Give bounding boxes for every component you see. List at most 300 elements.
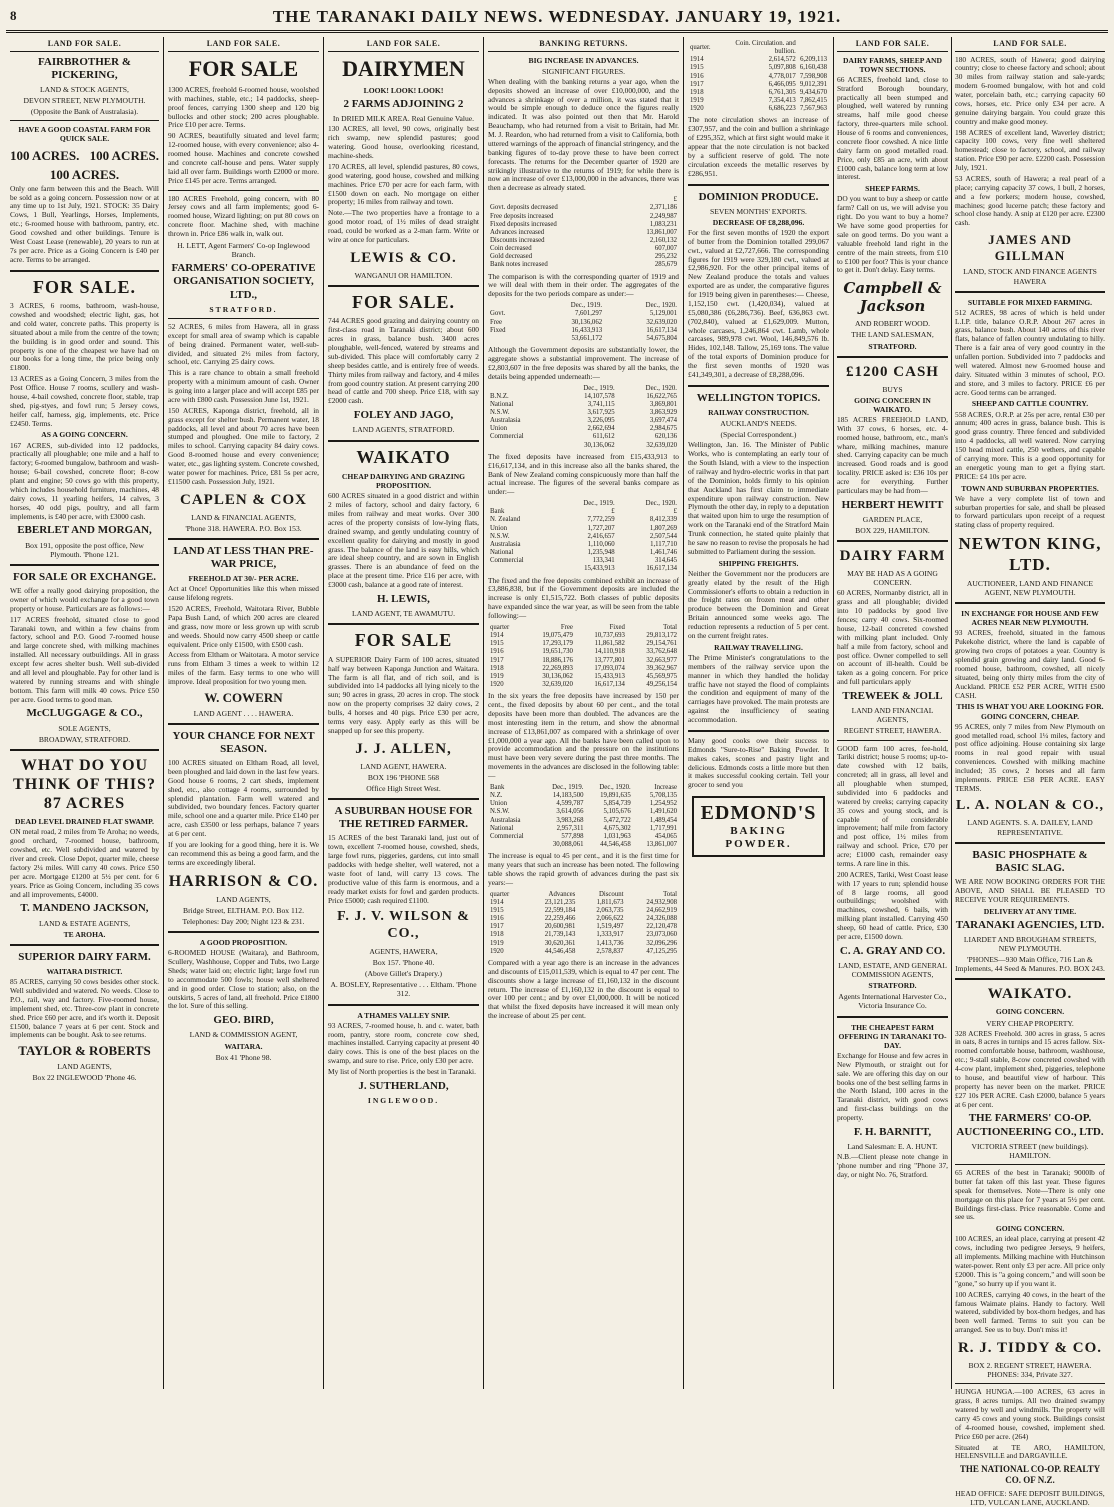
table-cell: 2,416,657 [587, 532, 615, 540]
table-header-cell: Increase [654, 783, 677, 791]
table-cell: 314,645 [654, 557, 677, 565]
table-cell: N.Z. [490, 792, 503, 800]
table-cell: Coin decreased [490, 245, 532, 253]
agent-address: Box 22 INGLEWOOD 'Phone 46. [32, 1072, 137, 1082]
agent-town: INGLEWOOD. [367, 1096, 440, 1106]
agent-name: L. A. NOLAN & CO., [956, 797, 1104, 813]
agent-name: McCLUGGAGE & CO., [26, 707, 143, 720]
table-row [488, 907, 679, 915]
ad-body: 13 ACRES as a Going Concern, 3 miles from the Post Office. House 7 rooms, scullery and wash-house, 4-bail cowshed, concrete floor, stable, trap shed, pig-styes, and fowl run; 5 Jersey cows, heifer calf, harness, gig, implements, etc. Price £2450. Terms. [10, 374, 159, 428]
ad-body: 3 ACRES, 6 rooms, bathroom, wash-house, cowshed and woodshed; electric light, gas, hot and cold water, concrete paths. This property is situated about a mile from the centre of the town; the building is in good order and sound. This property is one of the cheapest we have had on our books for a long time, the price being only £1800. [10, 301, 159, 373]
ad-subheading: GOING CONCERN IN WAIKATO. [854, 395, 931, 414]
article-paragraph: When dealing with the banking returns a year ago, when the deposits showed an increase of over £10,000,000, and the advances a shrinkage of over a million, it was stated that it would be simple enough to deduce once the figures really indicated. It was also pointed out then that Mr. Harold Beauchamp, who had returned from a visit to Britain, had Mr. M. J. Reardon, who had returned from a visit to California, both uttered warnings of the approach of financial stringency, and the banking figures of to-day prove these to have been correct forecasts. The returns for the December quarter of 1920 are strikingly illustrative to the returns of 1919; for while there is now an increase of over £13,000,000 in the advances, there was then a decrease as already stated. [488, 76, 679, 193]
table-header-cell: quarter [490, 623, 510, 631]
ad-body: This is a rare chance to obtain a small freehold property with a minimum amount of cash. Owner is going into a larger place and will accept £85 per acre with £800 cash. Possession June 1st, 1921. [168, 368, 319, 404]
ad-body: 65 ACRES of the best in Taranaki; 9000lb of butter fat taken off this last year. These figures speak for themselves. Note—There is only one mortgage on this place for 7 years at 5½ per cent. Buildings first-class. Price reasonable. Come and see us. [955, 1168, 1105, 1222]
table-cell: Commercial [490, 557, 524, 565]
article-title: BANKING RETURNS. [488, 37, 679, 52]
article-paragraph: The increase is equal to 45 per cent., and it is the first time for many years that such an increase has been noted. The following table shows the rapid growth of advances during the past six years:— [488, 851, 679, 887]
table-row [488, 673, 679, 681]
table-row [488, 915, 679, 923]
column-4-banking-article [484, 37, 684, 1389]
table-cell: 1918 [690, 88, 704, 96]
ad-body: 52 ACRES, 6 miles from Hawera, all in grass except for small area of swamp which is capable of being drained. Permanent water, well-sub-divided, and situated 2½ miles from factory, school, etc. Carrying 25 dairy cows. [168, 321, 319, 367]
table-row [488, 335, 679, 343]
agent-name: GEO. BIRD, [213, 1014, 274, 1027]
table-cell: 2,249,987 [649, 212, 677, 220]
agent-name: FOLEY AND JAGO, [353, 409, 454, 422]
table-header-cell: Dec., 1919. [552, 783, 584, 791]
table-cell: 32,639,020 [646, 318, 677, 326]
ad-heading: SUITABLE FOR MIXED FARMING. [967, 297, 1093, 307]
table-cell: 6,160,438 [799, 64, 827, 72]
ad-body: 95 ACRES, only 7 miles from New Plymouth on good metalled road, school 1¼ miles, factory and post office adjoining. House containing six large rooms in real good repair with usual conveniences. Cowshed with milking machine included; 35 cows, 2 horses and all farm implements. PRICE £58 PER ACRE. EASY TERMS. [955, 721, 1105, 793]
agent-subtitle: SOLE AGENTS, [58, 723, 111, 733]
table-cell: 6,761,305 [768, 88, 796, 96]
table-cell: 1,489,454 [649, 816, 677, 824]
table-row [488, 665, 679, 673]
ad-heading: BASIC PHOSPHATE & BASIC SLAG. [972, 848, 1088, 874]
agent-subtitle: LAND & FINANCIAL AGENTS, [191, 512, 296, 522]
table-header-row [488, 624, 679, 632]
table-header-cell: Discount [598, 890, 624, 898]
agent-address: HEAD OFFICE: SAFE DEPOSIT BUILDINGS, LTD, VULCAN LANE, AUCKLAND. [955, 1488, 1105, 1507]
ad-heading: FOR SALE [188, 55, 299, 81]
figures-table [488, 500, 679, 573]
table-cell: 16,617,134 [594, 681, 625, 688]
article-title: DOMINION PRODUCE. [698, 190, 819, 203]
table-row [488, 648, 679, 656]
agent-office: Office High Street West. [366, 783, 441, 793]
ad-heading: A THAMES VALLEY SNIP. [357, 1010, 450, 1020]
table-cell: 2,957,311 [556, 824, 584, 832]
agent-subtitle: LAND & ESTATE AGENTS, [39, 918, 130, 928]
table-header-cell: Total [663, 623, 677, 631]
table-cell: 30,620,361 [544, 939, 576, 947]
table-cell: N.S.W. [490, 808, 510, 816]
table-row [488, 245, 679, 253]
table-cell: 295,232 [654, 253, 677, 261]
table-row [488, 948, 679, 956]
agent-town: TE AROHA. [63, 929, 106, 939]
ad-subheading: WAITARA DISTRICT. [46, 967, 123, 977]
table-cell: 1920 [690, 105, 704, 113]
ad-heading: WHAT DO YOU THINK OF THIS? 87 ACRES [13, 756, 156, 813]
table-cell: Free deposits increased [490, 212, 554, 220]
table-cell: 7,567,963 [799, 105, 827, 113]
table-cell: 3,983,268 [556, 816, 584, 824]
agent-subtitle: LAND, STOCK AND FINANCE AGENTS HAWERA [963, 267, 1097, 286]
article-paragraph: Although the Government deposits are substantially lower, the aggregate shows a substantial improvement. The increase of £2,803,607 in the free deposits was shared by all the banks, the details being appended underneath:— [488, 345, 679, 381]
newspaper-title: THE TARANAKI DAILY NEWS. WEDNESDAY. JANUARY 19, 1921. [272, 7, 842, 26]
ad-body: 744 ACRES good grazing and dairying country on first-class road in Taranaki district; about 600 acres in grass, balance bush. 3400 acres ploughable, well-fenced, watered by streams and sub-divided. This place will comfortably carry 2 sheep besides cattle, and is entirely free of weeds. Thirty miles from railway and factory, and 4 miles from good country station. At present carrying 200 head of cattle and 700 sheep. Price £18, with say £2000 cash. [328, 316, 479, 406]
table-cell: 5,472,722 [603, 816, 631, 824]
agent-town: WAITARA. [224, 1041, 263, 1051]
table-cell: 16,433,913 [571, 326, 603, 334]
table-header-cell: Dec., 1919. [570, 302, 603, 310]
ad-body: 180 ACRES Freehold, going concern, with 80 Jersey cows and all farm implements; good 6-roomed house, Wizard lighting; on put 80 cows on concrete floor. Machine shed, with machine thrown in. Price £86 walk in, walk out. [168, 193, 319, 239]
column-heading: LAND FOR SALE. [10, 37, 159, 52]
table-cell: 1,254,952 [649, 800, 677, 808]
table-header-cell [488, 302, 529, 310]
table-cell: 3,226,095 [587, 417, 615, 425]
table-cell: 1915 [490, 640, 504, 648]
table-cell: 9,434,670 [799, 88, 827, 96]
table-cell: Fixed deposits increased [490, 220, 557, 228]
table-cell: 15,433,913 [594, 672, 625, 680]
ad-heading: FOR SALE [354, 630, 453, 651]
table-cell: 30,136,062 [542, 672, 573, 680]
article-subtitle: AUCKLAND'S NEEDS. [720, 419, 797, 429]
table-header-row [488, 196, 679, 204]
ad-body: 15 ACRES of the best Taranaki land, just out of town, excellent 7-roomed house, cowshed, sheds, large fowl runs, piggeries, gardens, cut into small paddocks with hedge shelter, well watered, not a waste foot of land, will carry 13 cows. The productive value of this farm is enormous, and a ready market exists for fowl and garden products. Price £5000; cash required £1100. [328, 833, 479, 905]
table-cell: N.S.W. [490, 408, 510, 416]
ad-body: HUNGA HUNGA.—100 ACRES, 63 acres in grass, 8 acres turnips. All two drained swampy watered by well and windmills. The property will carry 45 cows and young stock. Buildings consist of 4-roomed house, cowshed, implement shed. Price £60 per acre. (264) [955, 1387, 1105, 1441]
table-cell: Commercial [490, 832, 524, 840]
article-paragraph: Neither the Government nor the producers are greatly elated by the result of the High Commissioner's efforts to obtain a reduction in the freight rates on frozen meat and other produce between the Dominion and Great Britain announced some weeks ago. The reduction represents a reduction of 5 per cent. on the current freight rates. [688, 568, 829, 640]
column-heading: LAND FOR SALE. [328, 37, 479, 52]
ad-subheading: LOOK! LOOK! LOOK! [363, 85, 444, 95]
table-cell: 3,617,925 [587, 408, 615, 416]
ad-body: If you are looking for a good thing, here it is. We can recommend this as being a good farm, and the terms are exceedingly liberal. [168, 839, 319, 867]
ad-body: 180 ACRES, south of Hawera; good dairying country; close to cheese factory and school; about 30 miles from railway station and sale-yards; modern 6-roomed bungalow, with hot and cold water, porcelain bath, etc.; carrying capacity 60 cows, horses, etc. Price only £34 per acre. A genuine dairying bargain. You could graze this country and make good money. [955, 54, 1105, 126]
masthead [6, 4, 1108, 33]
table-cell: 45,569,975 [646, 672, 677, 680]
table-row [488, 516, 679, 524]
ad-subheading: GOING CONCERN. [995, 1007, 1065, 1017]
article-subtitle: SIGNIFICANT FIGURES. [542, 66, 625, 76]
table-cell: 17,293,179 [542, 640, 573, 648]
table-cell: 133,341 [592, 557, 615, 565]
table-cell: 285,679 [654, 261, 677, 269]
ad-body: 100 ACRES, an ideal place, carrying at present 42 cows, including two pedigree Jerseys, 9 heifers, all implements. Milking machine with Hutchinson water-power. Rent only £3 per acre. All price only £2000. This is "a going concern," and will soon be "gone," so hurry up if you want it. [955, 1234, 1105, 1288]
table-cell: 1,235,948 [587, 549, 615, 557]
table-cell: 13,861,007 [646, 841, 677, 848]
table-header-cell: Dec., 1920. [645, 302, 677, 310]
agent-name: R. J. TIDDY & CO. [957, 1340, 1103, 1357]
table-cell: 17,093,074 [594, 664, 625, 672]
table-header-cell [488, 196, 617, 204]
table-row [488, 253, 679, 261]
table-cell: 1918 [490, 931, 504, 939]
table-cell: 611,612 [592, 433, 615, 441]
table-cell: 24,326,088 [646, 915, 677, 923]
agent-phone: Telephones: Day 200; Night 123 & 231. [182, 916, 305, 926]
table-row [688, 105, 829, 113]
table-row [488, 833, 679, 841]
ad-body: 170 ACRES, all level, splendid pastures, 80 cows, good watering, good house, cowshed and milking machines. Price £70 per acre for each farm, with £1500 down on each. No mortgage on either property; 16 miles from railway and town. [328, 161, 479, 207]
table-cell: 1,333,917 [596, 931, 624, 939]
ad-body: DO you want to buy a sheep or cattle farm? Call on us, we will advise you right. Do you want to buy a home? We have some good properties for sale on good terms. Do you want a valuable freehold land right in the centre of the main streets, from £10 to £100 per foot? This is your chance to get it. Don't delay. Easy terms. [837, 194, 948, 275]
ad-body: 558 ACRES, O.R.P. at 25s per acre, rental £30 per annum; 400 acres in grass, balance bush. This is good grass country. Three fenced and subdivided into 4 paddocks, all well watered. Now carrying 150 head mixed cattle, 250 wethers, and capable of carrying more. This is a good opportunity for an energetic young man to get a flying start. PRICE: £4 10s per acre. [955, 409, 1105, 481]
article-paragraph: In the six years the free deposits have increased by 150 per cent., the fixed deposits by about 60 per cent., and the total deposits have been more than doubled. The advances are the most interesting item in the return, and show the abnormal increase of £13,861,007 as compared with a shrinkage of over £1,000,000 a year ago. All the banks have been called upon to provide accommodation and the pressure on the institutions must have been very severe during the past three months. The movements in the advances are disclosed in the following table:— [488, 691, 679, 781]
table-row [488, 525, 679, 533]
table-header-row [488, 784, 679, 792]
agent-name: W. COWERN [204, 689, 283, 705]
table-cell: 2,614,572 [768, 56, 796, 64]
table-cell: 1,807,269 [649, 524, 677, 532]
table-cell: Commercial [490, 433, 524, 441]
ad-body: 53 ACRES, south of Hawera; a real pearl of a place; carrying capacity 37 cows, 1 bull, 2 horses, and a few porkers; modern house, cowshed, machines; good lucerne patch; these factory and school close handy. A snip at £120 per acre. £2300 cash. [955, 173, 1105, 228]
ad-subheading: TOWN AND SUBURBAN PROPERTIES. [961, 483, 1099, 493]
table-cell: Bank notes increased [490, 261, 548, 269]
table-row [488, 310, 679, 318]
edmonds-advert [692, 796, 825, 856]
table-row [488, 825, 679, 833]
table-cell: 2,063,735 [596, 906, 624, 914]
column-6b [952, 37, 1108, 1507]
article-paragraph: The note circulation shows an increase of £307,957, and the coin and bullion a shrinkage of £295,352, which at first sight would make it appear that the note circulation is not backed by a sufficient reserve of gold. The note circulation exceeds the metallic reserves by £286,951. [688, 115, 829, 178]
ad-heading: THE CHEAPEST FARM OFFERING IN TARANAKI TO-DAY. [838, 1022, 947, 1050]
acres-label: 100 ACRES. [49, 167, 120, 183]
ad-heading: FOR SALE. [351, 291, 456, 312]
table-cell: 1917 [490, 923, 504, 931]
table-cell: 39,362,967 [646, 664, 677, 672]
agent-name: FAIRBROTHER & PICKERING, [38, 55, 131, 81]
agent-name: NEWTON KING, LTD. [958, 534, 1102, 574]
ad-body: Note.—The two properties have a frontage to a good motor road, of 1½ miles of dead straight road, could be worked as a 2-man farm. Write or wire at once for particulars. [328, 208, 479, 244]
table-cell: 2,984,675 [649, 425, 677, 433]
table-cell: 7,862,415 [799, 97, 827, 105]
table-cell: N. Zealand [490, 516, 521, 524]
ad-heading: IN EXCHANGE FOR HOUSE AND FEW ACRES NEAR NEW PLYMOUTH. [961, 609, 1099, 628]
ad-body: 328 ACRES Freehold. 300 acres in grass, 5 acres in oats, 8 acres in turnips and 15 acres fallow. Six-roomed comfortable house, bathroom, washhouse, etc.; 9-stall stable, 8-cow concreted cowshed with 4-cow plant, implement shed, piggeries, telephone to house, and beautiful view of harbour. This property has never been on the market. PRICE £27 10s PER ACRE. Cash £2000, balance 5 years at 6 per cent. [955, 1028, 1105, 1109]
table-cell: 49,256,154 [646, 681, 677, 688]
table-cell: 1,717,991 [649, 824, 677, 832]
table-cell: Union [490, 425, 507, 433]
ad-body: ON metal road, 2 miles from Te Aroha; no weeds, good orchard, 7-roomed house, bathroom, cowshed, etc. Well subdivided and watered by river and creek. Close Depot, quarter mile, cheese factory 2¼ miles. Will carry 40 cows. Price £50 per acre. Mortgage £1200 at 5½ per cent. for 6 years. Price as Going Concern, including 35 cows and all improvements, £4000. [10, 827, 159, 899]
ad-body: We have a very complete list of town and suburban properties for sale, and shall be pleased to forward particulars upon receipt of a request stating class of property required. [955, 493, 1105, 530]
table-row [488, 632, 679, 640]
column-heading: LAND FOR SALE. [955, 37, 1105, 52]
figures-table [488, 302, 679, 343]
figures-table [488, 196, 679, 269]
article-subtitle: RAILWAY CONSTRUCTION. [708, 408, 809, 417]
table-cell: 3,869,801 [649, 400, 677, 408]
table-cell [488, 335, 529, 343]
agent-name: FARMERS' CO-OPERATIVE ORGANISATION SOCIETY, LTD., [171, 262, 316, 301]
ad-heading: LAND AT LESS THAN PRE-WAR PRICE, [173, 544, 314, 571]
agent-name: THE NATIONAL CO-OP. REALTY CO. OF N.Z. [959, 1464, 1101, 1486]
ad-body: 90 ACRES, beautifully situated and level farm; 12-roomed house, with every convenience; also 4-roomed house. Machines and concrete cowshed and concrete calf-house and pens. Water supply laid all over farm. Buildings worth £2000 or more. Price £145 per acre. Terms arranged. [168, 131, 319, 185]
table-cell: Govt. deposits decreased [490, 204, 558, 212]
agent-name: Campbell & Jackson [843, 279, 942, 316]
agent-town: STRATFORD. [868, 981, 917, 991]
ad-body: 150 ACRES, Kaponga district, freehold, all in grass except for shelter bush. Permanent water, 18 paddocks, all level and about 70 acres have been stumped and ploughed. One mile to factory, 2 miles to school. Carrying capacity 84 dairy cows. Good 8-roomed house and every convenience; water, etc., gas lighting system. Concrete cowshed, water power for machines. Price, £81 5s per acre, £11500 cash. Possession July, 1921. [168, 405, 319, 486]
table-row [488, 640, 679, 648]
table-row [688, 81, 829, 89]
agent-name: H. LETT, Agent Farmers' Co-op Inglewood Branch. [177, 240, 310, 260]
table-cell: 10,737,693 [594, 632, 625, 640]
article-paragraph: Compared with a year ago there is an increase in the advances and discounts of £15,011,539, which is equal to 47 per cent. The discounts show a large increase of £1,160,132 in the discount return. The increase of £1,160,132 in the discount is equal to over 100 per cent.; and by over £1,000,000. It will be noticed that whilst the fixed deposits have increased it will mean only the increase of about 25 per cent. [488, 957, 679, 1021]
table-cell: 1,811,673 [596, 898, 624, 906]
agent-subtitle: Land Salesman: E. A. HUNT. [847, 1142, 938, 1152]
table-row [688, 89, 829, 97]
table-cell: 16,622,765 [646, 392, 677, 400]
column-2 [164, 37, 324, 1389]
table-cell: 1917 [690, 80, 704, 88]
table-row [488, 237, 679, 245]
ad-subheading: GOING CONCERN. [995, 1224, 1065, 1234]
figures-table [488, 891, 679, 956]
article-paragraph: The fixed and the free deposits combined exhibit an increase of £3,886,838, but if the Government deposits are included the increase is only £1,515,722. Both classes of public deposits have expanded since the war year, as will be seen from the table following:— [488, 575, 679, 621]
table-header-cell: quarter. [690, 44, 711, 52]
ad-body: 1520 ACRES, Freehold, Waitotara River, Bubble Papa Bush Land, of which 200 acres are cleared and grass, now more or less grown up with scrub and weeds. Should now carry 4500 sheep or cattle equivalent. Price only £1500, with £500 cash. [168, 604, 319, 649]
table-header-row [488, 500, 679, 508]
table-cell: Union [490, 800, 507, 808]
ad-body: Many good cooks owe their success to Edmonds "Sure-to-Rise" Baking Powder. It makes cakes, scones and pastry light and delicious. Edmonds costs a little more but then it makes successful cooking certain. Tell your grocer to send you [688, 735, 829, 790]
table-row [488, 319, 679, 327]
table-cell: 1914 [490, 898, 504, 906]
ad-body: 93 ACRES, 7-roomed house, h. and c. water, bath room, pantry, store room, concrete cow shed, machines installed. Carrying capacity at present 40 dairy cows. This is one of the best places on the swamp, and sure to rise. Price, only £30 per acre. [328, 1020, 479, 1066]
table-row [488, 541, 679, 549]
table-cell: 620,136 [654, 433, 677, 441]
agent-note: (Opposite the Bank of Australasia). [30, 107, 139, 117]
table-cell: 1,031,963 [603, 832, 631, 840]
agent-subtitle: GARDEN PLACE, [862, 515, 923, 525]
table-cell: £ [611, 508, 615, 516]
ad-body: My list of North properties is the best in Taranaki. [328, 1067, 476, 1077]
table-row [488, 923, 679, 931]
ad-body: Only one farm between this and the Beach. Will be sold as a going concern. Possession now or at any time up to 1st July, 1921. STOCK: 35 Dairy Cows, 1 Bull, Yearlings, Horses, Implements, etc.; 6-roomed house with bathroom, pantry, etc. Good cowshed and other buildings. Tenure is West Coast Lease (renewable), 20 years to run at 7s per acre. Price as a Going Concern is £40 per acre. Terms to be arranged. [10, 183, 159, 264]
agent-name: JAMES AND GILLMAN [988, 232, 1072, 263]
table-cell: Discounts increased [490, 236, 545, 244]
table-cell: 577,898 [561, 832, 584, 840]
column-5 [684, 37, 834, 1389]
table-row [488, 808, 679, 816]
table-cell: 1,519,497 [596, 923, 624, 931]
table-cell: 13,777,801 [594, 656, 625, 664]
table-row [488, 940, 679, 948]
table-cell: 1920 [490, 947, 504, 955]
table-row [488, 417, 679, 425]
column-1 [6, 37, 164, 1389]
ad-body: GOOD farm 100 acres, fee-hold, Tariki district; house 5 rooms; up-to-date cowshed with 12 bails, concreted; all in grass, all level and all ploughable when stumped, subdivided into 6 paddocks and watered by creeks; carrying capacity 35 cows and young stock, and is capable of considerable improvement; half mile from factory and post office, 1½ miles from railway and school. Price, £70 per acre; £1000 cash, remainder easy terms. A rare line in this. [837, 743, 948, 868]
table-row [488, 261, 679, 269]
article-subtitle: SHIPPING FREIGHTS. [718, 558, 799, 568]
table-cell: 30,136,062 [584, 441, 615, 449]
article-title: WELLINGTON TOPICS. [696, 391, 821, 404]
table-cell: 13,861,007 [646, 228, 677, 236]
agent-address: LIARDET AND BROUGHAM STREETS, NEW PLYMOUTH. [963, 934, 1097, 954]
ad-subheading: CHEAP DAIRYING AND GRAZING PROPOSITION. [341, 472, 466, 491]
table-header-cell: Fixed [609, 623, 625, 631]
table-cell: 1,727,207 [587, 524, 615, 532]
ad-body: 60 ACRES, Normanby district, all in grass and all ploughable; divided into 10 paddocks by good live fences; carry 40 cows. Six-roomed house, 12-bail concreted cowshed with milking plant included. Only half a mile from factory, school and post office. Owner compelled to sell on account of ill-health. Could be taken as a going concern. For price and full particulars apply [837, 588, 948, 687]
table-row [488, 792, 679, 800]
table-cell: 5,105,676 [603, 808, 631, 816]
table-header-cell [488, 385, 554, 393]
table-cell: 6,686,223 [768, 105, 796, 113]
agent-phone: 'PHONES—930 Main Office, 716 Lan & Implements, 44 Seed & Manures. P.O. BOX 243. [955, 955, 1105, 974]
table-cell: 29,813,172 [646, 632, 677, 640]
column-heading: LAND FOR SALE. [837, 37, 948, 52]
table-row [488, 931, 679, 939]
table-cell: 22,120,478 [646, 923, 677, 931]
ad-heading: SUPERIOR DAIRY FARM. [18, 950, 151, 963]
ad-body: 130 ACRES, all level, 90 cows, originally best rich swamp, new splendid pastures; good watering. Good house, overlooking ricestand, machine-sheds. [328, 124, 479, 161]
table-row [488, 681, 679, 689]
article-subtitle: DECREASE OF £8,288,096. [712, 217, 805, 227]
article-subtitle: SEVEN MONTHS' EXPORTS. [710, 206, 807, 216]
table-cell: 1,461,746 [649, 549, 677, 557]
ad-subheading: SHEEP AND CATTLE COUNTRY. [971, 399, 1089, 409]
table-row [488, 393, 679, 401]
table-cell: 14,183,500 [552, 792, 584, 800]
ad-heading: HAVE A GOOD COASTAL FARM FOR QUICK SALE. [18, 125, 151, 144]
edmonds-logo: EDMOND'S [700, 802, 817, 825]
column-6 [834, 37, 1108, 1507]
table-cell: 6,466,095 [768, 80, 796, 88]
table-cell: 24,932,908 [646, 898, 677, 906]
table-row [488, 327, 679, 335]
table-row [488, 841, 679, 849]
table-cell: 53,661,172 [571, 334, 603, 342]
table-header-cell: quarter [490, 890, 510, 898]
agent-address: Box 157. 'Phone 40. [372, 958, 435, 968]
article-byline: (Special Correspondent.) [720, 430, 797, 440]
table-cell: 44,546,458 [600, 841, 631, 848]
table-cell: 7,772,259 [587, 516, 615, 524]
table-header-cell: £ [673, 196, 677, 204]
table-cell: 30,136,062 [571, 318, 603, 326]
table-cell: Australasia [490, 417, 521, 425]
agent-name: EBERLET AND MORGAN, [17, 524, 152, 537]
table-cell: 6,209,113 [800, 56, 827, 64]
table-cell: B.N.Z. [490, 392, 509, 400]
agent-address: DEVON STREET, NEW PLYMOUTH. [23, 96, 146, 106]
table-cell: 7,598,908 [799, 72, 827, 80]
agent-subtitle: LAND & STOCK AGENTS, [40, 84, 129, 94]
table-cell: 1919 [490, 939, 504, 947]
agent-name: CAPLEN & COX [180, 491, 307, 508]
agent-name: C. A. GRAY AND CO. [839, 944, 946, 957]
ad-body: 1300 ACRES, freehold 6-roomed house, woolshed with machines, stable, etc.; 14 paddocks, sheep-proof fences, carrying 1300 sheep and 120 big bullocks and other stock; 200 acres ploughable. Price £10 per acre. Terms. [168, 84, 319, 130]
table-cell: 3,614,056 [556, 808, 584, 816]
ad-body: 185 ACRES FREEHOLD LAND, With 37 cows, 6 horses, etc. 4-roomed house, bathroom, etc., man's whare, milking machines, manure shed. Carrying capacity can be much increased. Good roads and is good locality. PRICE asked is: £36 10s per acre for everything. Further particulars may be had from— [837, 414, 948, 495]
table-cell: 22,599,184 [544, 906, 576, 914]
ad-subheading: DELIVERY AT ANY TIME. [983, 906, 1077, 916]
table-row [488, 409, 679, 417]
table-cell: 18,886,176 [542, 656, 573, 664]
table-cell: 5,708,135 [649, 792, 677, 800]
ad-body: 100 ACRES situated on Eltham Road, all level, been ploughed and laid down in the last few years. Good house 6 rooms, 2 cart sheds, implement shed, etc., also cottage 4 rooms, surrounded by splendid plantation. Farm well watered and subdivided, two boundary fences. Factory quarter mile, school one and a quarter mile. Price £140 per acre, cash £3500 or less perhaps, balance 7 years at 6 per cent. [168, 758, 319, 839]
ad-heading: FOR SALE OR EXCHANGE. [12, 570, 157, 583]
agent-address: REGENT STREET, HAWERA. [843, 726, 942, 736]
table-cell: 1,110,060 [587, 540, 615, 548]
table-row [488, 433, 679, 441]
agent-name: J. SUTHERLAND, [358, 1079, 449, 1092]
table-row [488, 229, 679, 237]
table-cell: 30,088,061 [552, 841, 584, 848]
table-cell: 5,097,808 [768, 64, 796, 72]
coin-table [688, 40, 829, 113]
table-row [488, 557, 679, 565]
table-cell: 2,371,186 [649, 204, 677, 212]
table-row [488, 213, 679, 221]
ad-body: Situated at TE ARO, HAMILTON, HELENSVILLE and DARGAVILLE. [955, 1442, 1105, 1461]
ad-body: WE offer a really good dairying proposition, the owner of which would exchange for a good town property or house. Particulars are as follows:— [10, 586, 159, 613]
article-paragraph: For the first seven months of 1920 the export of butter from the Dominion totalled 299,067 cwt., valued at £2,727,666. The corresponding figures for 1919 were 329,180 cwt., valued at £2,986,920. For the other principal items of New Zealand produce the totals and values exported are as under, the comparative figures for 1919 being given in parentheses:— Cheese, 1,152,150 cwt. (1,420,034), valued at £5,080,386 (£6,286,736). Beef, 636,863 cwt. (702,840), valued at £1,629,009. Mutton, whole carcases, 1,246,864 cwt. Lamb, whole carcases, 989,978 cwt. Wool, 146,849,576 lb. Hides, 102,148. Tallow, 25,169 tons. The value of the total exports of Dominion produce for the first seven months of 1920 was £41,349,301, a decrease of £8,288,096. [688, 227, 829, 379]
table-cell: 23,073,060 [646, 931, 677, 939]
article-paragraph: The fixed deposits have increased from £15,433,913 to £16,617,134, and in this increase also all the banks shared, the Bank of New Zealand coming conspicuously more than half the actual increase. The figures of the several banks compare as under:— [488, 451, 679, 497]
table-cell: 1,117,710 [650, 540, 677, 548]
ad-body: WE ARE NOW BOOKING ORDERS FOR THE ABOVE, AND SHALL BE PLEASED TO RECEIVE YOUR REQUIREMENTS. [955, 877, 1105, 904]
table-cell: 32,639,020 [542, 681, 573, 688]
table-header-cell: Dec., 1919. [583, 500, 615, 508]
table-cell: 1,083,231 [649, 220, 677, 228]
agent-subtitle: LAND AGENTS. S. A. DAILEY, LAND REPRESENTATIVE. [967, 818, 1093, 837]
